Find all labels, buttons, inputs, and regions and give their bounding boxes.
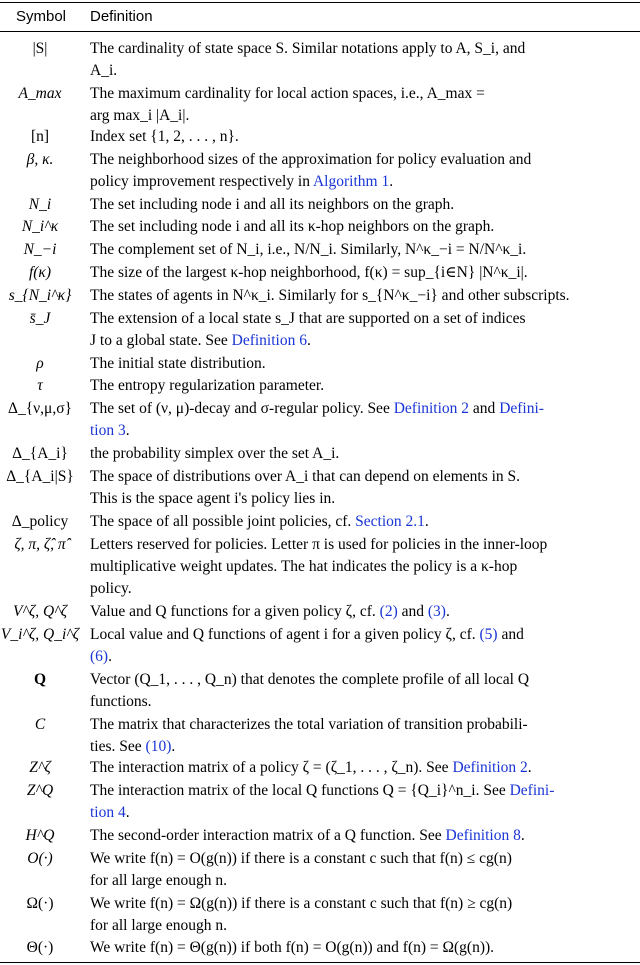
row-definition: The initial state distribution. [90,355,266,372]
row-symbol: H^Q [25,827,55,844]
row-symbol: τ [37,377,43,394]
header-symbol: Symbol [16,8,67,25]
row-definition: Index set {1, 2, . . . , n}. [90,128,239,145]
equation-link[interactable]: (6) [90,648,109,665]
definition-link[interactable]: tion 3 [90,422,126,439]
row-definition: The space of distributions over A_i that can depend on elements in S. This is the space agent i's policy lies in. [90,468,521,507]
equation-link[interactable]: (2) [379,603,398,620]
section-link[interactable]: Section 2.1 [355,513,425,530]
row-symbol: s̄_J [29,310,51,327]
equation-link[interactable]: (5) [479,626,498,643]
row-symbol: Δ_{A_i} [12,445,68,462]
row-definition: The extension of a local state s_J that are supported on a set of indices J to a global state. See Definition 6. [90,310,526,349]
row-symbol: Z^Q [26,782,54,799]
row-symbol: Δ_policy [11,513,69,530]
row-definition: Local value and Q functions of agent i for a given policy ζ, cf. (5) and (6). [90,626,524,665]
row-definition: The neighborhood sizes of the approximation for policy evaluation and policy improvement respectively in Algorithm 1. [90,151,532,190]
definition-link[interactable]: Definition 2 [393,400,470,417]
definition-link[interactable]: tion 4 [90,804,126,821]
row-definition: Vector (Q_1, . . . , Q_n) that denotes the complete profile of all local Q functions. [90,671,530,710]
row-symbol: Q [33,671,47,688]
row-symbol: V_i^ζ, Q_i^ζ [0,626,80,643]
row-symbol: N_i^κ [21,218,59,235]
definition-link[interactable]: Definition 6 [231,332,307,349]
top-rule [0,2,640,3]
row-definition: The interaction matrix of a policy ζ = (ζ_1, . . . , ζ_n). See Definition 2. [90,759,532,776]
row-symbol: Δ_{ν,μ,σ} [7,400,73,417]
header-definition: Definition [90,8,153,25]
row-symbol: [n] [30,128,50,145]
row-definition: We write f(n) = Ω(g(n)) if there is a constant c such that f(n) ≥ cg(n) for all large enough n. [90,895,513,934]
row-symbol: C [34,716,46,733]
row-definition: The second-order interaction matrix of a Q function. See Definition 8. [90,827,525,844]
row-definition: The entropy regularization parameter. [90,377,325,394]
row-definition: The space of all possible joint policies, cf. Section 2.1. [90,513,429,530]
row-definition: The matrix that characterizes the total variation of transition probabili- ties. See (10). [90,716,528,755]
definition-link[interactable]: Defini- [499,400,544,417]
equation-link[interactable]: (10) [145,738,172,755]
row-definition: The states of agents in N^κ_i. Similarly for s_{N^κ_−i} and other subscripts. [90,287,570,304]
row-symbol: Ω(·) [26,895,54,912]
row-symbol: |S| [32,40,48,57]
row-symbol: β, κ. [26,151,54,168]
row-definition: The maximum cardinality for local action spaces, i.e., A_max = arg max_i |A_i|. [90,85,485,124]
row-definition: The set including node i and all its neighbors on the graph. [90,196,455,213]
header-rule [0,31,640,32]
row-definition: The set including node i and all its κ-hop neighbors on the graph. [90,218,495,235]
row-symbol: ζ, π, ζ̂, π̂ [14,536,66,553]
row-definition: We write f(n) = O(g(n)) if there is a constant c such that f(n) ≤ cg(n) for all large enough n. [90,850,512,889]
definition-link[interactable]: Definition 2 [452,759,528,776]
row-definition: Letters reserved for policies. Letter π is used for policies in the inner-loop multiplicative weight updates. The hat indicates the policy is a κ-hop policy. [90,536,548,597]
row-definition: Value and Q functions for a given policy ζ, cf. (2) and (3). [90,603,450,620]
row-definition: The cardinality of state space S. Similar notations apply to A, S_i, and A_i. [90,40,526,79]
bottom-rule [0,962,640,963]
row-definition: We write f(n) = Θ(g(n)) if both f(n) = O(g(n)) and f(n) = Ω(g(n)). [90,939,495,956]
row-definition: The size of the largest κ-hop neighborhood, f(κ) = sup_{i∈N} |N^κ_i|. [90,264,528,281]
row-symbol: A_max [18,85,62,102]
definition-link[interactable]: Defini- [509,782,555,799]
row-symbol: Δ_{A_i|S} [6,468,74,485]
row-symbol: f(κ) [28,264,52,281]
algorithm-link[interactable]: Algorithm 1 [312,173,390,190]
row-symbol: O(·) [27,850,53,867]
equation-link[interactable]: (3) [427,603,446,620]
row-symbol: V^ζ, Q^ζ [12,603,68,620]
row-definition: the probability simplex over the set A_i. [90,445,340,462]
row-symbol: N_−i [23,241,57,258]
row-definition: The interaction matrix of the local Q functions Q = {Q_i}^n_i. See Defini- tion 4. [90,782,555,821]
row-definition: The complement set of N_i, i.e., N/N_i. Similarly, N^κ_−i = N/N^κ_i. [90,241,527,258]
row-definition: The set of (ν, μ)-decay and σ-regular policy. See Definition 2 and Defini- tion 3. [90,400,544,439]
row-symbol: Θ(·) [26,939,54,956]
definition-link[interactable]: Definition 8 [445,827,521,844]
row-symbol: s_{N_i^κ} [8,287,72,304]
row-symbol: Z^ζ [29,759,51,776]
row-symbol: N_i [28,196,52,213]
row-symbol: ρ [36,355,44,372]
